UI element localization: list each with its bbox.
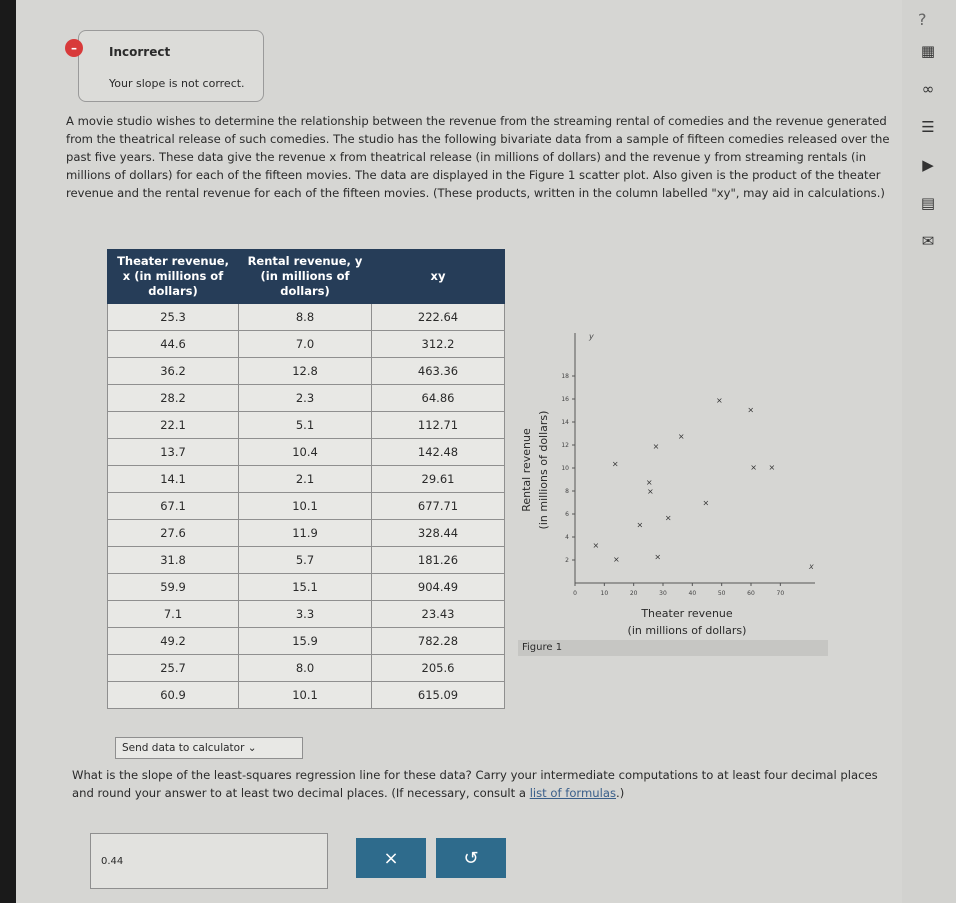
cell-x: 25.7 (108, 655, 239, 682)
tool-sidebar (906, 40, 950, 268)
x-tick-label: 30 (659, 590, 667, 597)
question-text (72, 766, 892, 802)
y-tick-label: 4 (565, 534, 569, 541)
cell-y: 15.9 (239, 628, 372, 655)
table-row (108, 628, 505, 655)
data-point: × (677, 431, 685, 441)
calculator-icon[interactable]: ▦ (920, 42, 936, 60)
cell-y: 12.8 (239, 358, 372, 385)
x-tick-label: 0 (573, 590, 577, 597)
y-tick-label: 14 (561, 419, 569, 426)
cell-x: 60.9 (108, 682, 239, 709)
y-tick-label: 18 (561, 373, 569, 380)
table-row (108, 574, 505, 601)
table-row (108, 304, 505, 331)
screen-bezel (0, 0, 16, 903)
y-tick-label: 12 (561, 442, 569, 449)
cell-y: 2.1 (239, 466, 372, 493)
cell-x: 31.8 (108, 547, 239, 574)
send-data-label: Send data to calculator (122, 742, 245, 754)
table-row (108, 412, 505, 439)
x-tick-label: 20 (629, 590, 638, 597)
feedback-title: Incorrect (109, 45, 171, 59)
answer-input[interactable] (90, 833, 328, 889)
video-icon[interactable]: ▶ (922, 156, 934, 174)
cell-x: 59.9 (108, 574, 239, 601)
table-row (108, 439, 505, 466)
feedback-box (71, 30, 264, 102)
table-row (108, 385, 505, 412)
scatter-chart (515, 325, 825, 665)
data-point: × (715, 396, 723, 406)
cell-x: 36.2 (108, 358, 239, 385)
x-tick-label: 40 (688, 590, 697, 597)
x-tick-label: 60 (747, 590, 755, 597)
cell-xy: 142.48 (372, 439, 505, 466)
help-icon[interactable]: ? (918, 10, 927, 29)
cell-y: 8.8 (239, 304, 372, 331)
cell-x: 7.1 (108, 601, 239, 628)
table-row (108, 520, 505, 547)
x-tick-label: 50 (717, 590, 726, 597)
cell-x: 22.1 (108, 412, 239, 439)
question-body: What is the slope of the least-squares regression line for these data? Carry your intermediate computations to at least four decimal places and round your answer to at least two decimal places. (If necessary, consult a (72, 768, 878, 800)
data-point: × (747, 405, 755, 415)
cell-x: 67.1 (108, 493, 239, 520)
y-axis-letter: y (589, 332, 594, 341)
cell-xy: 29.61 (372, 466, 505, 493)
data-point: × (652, 442, 660, 452)
table-row (108, 655, 505, 682)
table-row (108, 682, 505, 709)
cell-y: 10.1 (239, 682, 372, 709)
cell-xy: 312.2 (372, 331, 505, 358)
cell-xy: 222.64 (372, 304, 505, 331)
cell-xy: 112.71 (372, 412, 505, 439)
cell-y: 2.3 (239, 385, 372, 412)
data-point: × (613, 554, 620, 564)
cell-xy: 23.43 (372, 601, 505, 628)
data-point: × (664, 513, 672, 523)
data-point: × (750, 462, 757, 472)
mail-icon[interactable]: ✉ (921, 232, 935, 250)
data-point: × (768, 462, 776, 472)
chevron-down-icon: ⌄ (247, 742, 257, 754)
x-tick-label: 10 (600, 590, 609, 597)
question-tail: .) (616, 786, 625, 800)
answer-value: 0.44 (101, 856, 124, 867)
table-row (108, 358, 505, 385)
y-tick-label: 2 (565, 557, 569, 564)
cell-y: 5.7 (239, 547, 372, 574)
data-point: × (654, 552, 662, 562)
y-tick-label: 10 (561, 465, 569, 472)
cell-xy: 615.09 (372, 682, 505, 709)
x-axis-label-units: (in millions of dollars) (627, 624, 747, 637)
table-row (108, 493, 505, 520)
cell-xy: 677.71 (372, 493, 505, 520)
cell-y: 10.1 (239, 493, 372, 520)
cell-x: 14.1 (108, 466, 239, 493)
y-tick-label: 16 (561, 396, 569, 403)
data-point: × (611, 459, 619, 469)
table-row (108, 547, 505, 574)
cell-y: 3.3 (239, 601, 372, 628)
data-point: × (702, 498, 710, 508)
table-body (108, 304, 505, 709)
cell-y: 11.9 (239, 520, 372, 547)
data-point: × (647, 487, 654, 496)
data-point: × (645, 477, 653, 487)
cell-x: 25.3 (108, 304, 239, 331)
figure-caption-bar (518, 640, 828, 656)
send-data-dropdown[interactable] (115, 737, 303, 759)
incorrect-icon: – (65, 39, 83, 57)
y-tick-label: 8 (565, 488, 569, 495)
cell-xy: 181.26 (372, 547, 505, 574)
cell-y: 15.1 (239, 574, 372, 601)
cell-xy: 904.49 (372, 574, 505, 601)
table-row (108, 331, 505, 358)
grid-calculator-icon[interactable]: ▤ (920, 194, 936, 212)
problem-text: A movie studio wishes to determine the relationship between the revenue from the streaming rental of comedies and the revenue generated from the theatrical release of such comedies. The studio has the following bivariate data from a sample of fifteen comedies released over the past five years. These data give the revenue x from theatrical release (in millions of dollars) and the revenue y from streaming rentals (in millions of dollars) for each of the fifteen movies. The data are displayed in the Figure 1 scatter plot. Also given is the product of the theater revenue and the rental revenue for each of the fifteen movies. (These products, written in the column labelled "xy", may aid in calculations.) (66, 114, 890, 200)
cell-x: 49.2 (108, 628, 239, 655)
y-tick-label: 6 (565, 511, 569, 518)
table-row (108, 601, 505, 628)
cell-xy: 205.6 (372, 655, 505, 682)
table-row (108, 466, 505, 493)
data-point: × (636, 520, 644, 530)
cell-x: 28.2 (108, 385, 239, 412)
cell-x: 44.6 (108, 331, 239, 358)
cell-y: 5.1 (239, 412, 372, 439)
data-table (107, 249, 505, 709)
y-axis-label: Rental revenue (520, 428, 533, 512)
figure-caption: Figure 1 (522, 642, 563, 653)
cell-x: 27.6 (108, 520, 239, 547)
feedback-message: Your slope is not correct. (109, 77, 245, 90)
cell-xy: 463.36 (372, 358, 505, 385)
header-theater-revenue: Theater revenue, x (in millions of dollars) (108, 250, 239, 304)
infinity-icon[interactable]: ∞ (921, 80, 935, 98)
notes-icon[interactable]: ☰ (921, 118, 935, 136)
cell-xy: 782.28 (372, 628, 505, 655)
header-rental-revenue: Rental revenue, y (in millions of dollars) (239, 250, 372, 304)
cell-y: 10.4 (239, 439, 372, 466)
x-axis-letter: x (809, 562, 814, 571)
cell-xy: 328.44 (372, 520, 505, 547)
header-xy: xy (372, 250, 505, 304)
data-point: × (592, 541, 600, 551)
cell-y: 8.0 (239, 655, 372, 682)
cell-y: 7.0 (239, 331, 372, 358)
cell-x: 13.7 (108, 439, 239, 466)
undo-button[interactable]: ↺ (436, 838, 506, 878)
clear-button[interactable]: × (356, 838, 426, 878)
formulas-link[interactable]: list of formulas (529, 786, 617, 800)
y-axis-label-units: (in millions of dollars) (537, 410, 550, 530)
cell-xy: 64.86 (372, 385, 505, 412)
x-tick-label: 70 (776, 590, 785, 597)
x-axis-label: Theater revenue (641, 607, 733, 620)
